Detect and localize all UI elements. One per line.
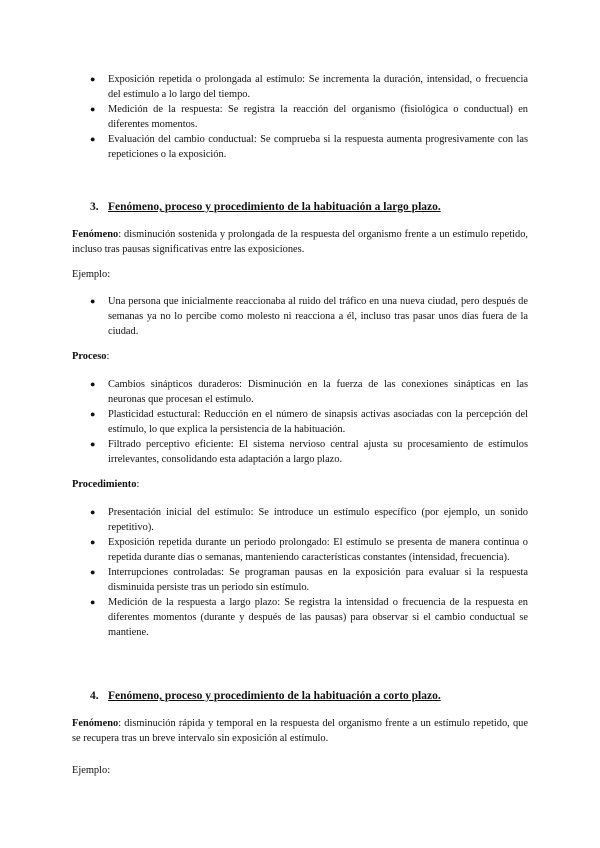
bullet-icon: ● — [90, 567, 96, 577]
section-3-procedure-label: Procedimiento: — [72, 479, 140, 490]
section-3-heading: 3. Fenómeno, proceso y procedimiento de la habituación a largo plazo. — [90, 201, 441, 213]
section-3-procedure-list — [72, 505, 528, 640]
list-item: ● Medición de la respuesta a largo plazo: Se registra la intensidad o frecuencia de la respuesta en diferentes momentos (durante y después de las pausas) para observar si el cambio conductual se mantiene. — [90, 597, 528, 638]
section-4-heading: 4. Fenómeno, proceso y procedimiento de la habituación a corto plazo. — [90, 690, 441, 702]
bullet-icon: ● — [90, 537, 96, 547]
section-4-example-label: Ejemplo: — [72, 765, 111, 776]
bullet-icon: ● — [90, 74, 96, 84]
bullet-icon: ● — [90, 134, 96, 144]
list-item: ● Presentación inicial del estímulo: Se introduce un estímulo específico (por ejemplo, un sonido repetitivo). — [90, 507, 528, 533]
list-item: ● Filtrado perceptivo eficiente: El sistema nervioso central ajusta su procesamiento de estímulos irrelevantes, consolidando esta adaptación a largo plazo. — [90, 439, 528, 465]
list-item: ● Una persona que inicialmente reaccionaba al ruido del tráfico en una nueva ciudad, pero después de semanas ya no lo percibe como molesto ni reacciona a él, incluso tras pasar unos días fuera de la ciudad. — [90, 296, 528, 337]
list-item: ● Cambios sinápticos duraderos: Disminución en la fuerza de las conexiones sinápticas en las neuronas que procesan el estímulo. — [90, 379, 528, 405]
list-item: ● Medición de la respuesta: Se registra la reacción del organismo (fisiológica o conductual) en diferentes momentos. — [90, 104, 528, 130]
section-3-example-list — [72, 294, 528, 339]
procedure-list-top — [72, 72, 528, 162]
section-3-phenomenon: Fenómeno: disminución sostenida y prolongada de la respuesta del organismo frente a un estímulo repetido, incluso tras pausas significativas entre las exposiciones. — [72, 229, 528, 255]
section-4-phenomenon: Fenómeno: disminución rápida y temporal en la respuesta del organismo frente a un estímulo repetido, que se recupera tras un breve intervalo sin exposición al estímulo. — [72, 718, 528, 744]
bullet-icon: ● — [90, 379, 96, 389]
list-item: ● Plasticidad estuctural: Reducción en el número de sinapsis activas asociadas con la percepción del estímulo, lo que explica la persistencia de la habituación. — [90, 409, 528, 435]
list-item: ● Exposición repetida o prolongada al estímulo: Se incrementa la duración, intensidad, o frecuencia del estímulo a lo largo del tiempo. — [90, 74, 528, 100]
section-3-process-list — [72, 377, 528, 467]
list-item: ● Interrupciones controladas: Se programan pausas en la exposición para evaluar si la respuesta disminuida persiste tras un periodo sin estímulo. — [90, 567, 528, 593]
list-item: ● Exposición repetida durante un periodo prolongado: El estímulo se presenta de manera continua o repetida durante días o semanas, manteniendo características constantes (intensidad, frecuencia). — [90, 537, 528, 563]
bullet-icon: ● — [90, 104, 96, 114]
section-3-example-label: Ejemplo: — [72, 269, 111, 280]
bullet-icon: ● — [90, 439, 96, 449]
bullet-icon: ● — [90, 409, 96, 419]
list-item: ● Evaluación del cambio conductual: Se comprueba si la respuesta aumenta progresivamente con las repeticiones o la exposición. — [90, 134, 528, 160]
section-3-process-label: Proceso: — [72, 351, 110, 362]
bullet-icon: ● — [90, 296, 96, 306]
bullet-icon: ● — [90, 597, 96, 607]
bullet-icon: ● — [90, 507, 96, 517]
